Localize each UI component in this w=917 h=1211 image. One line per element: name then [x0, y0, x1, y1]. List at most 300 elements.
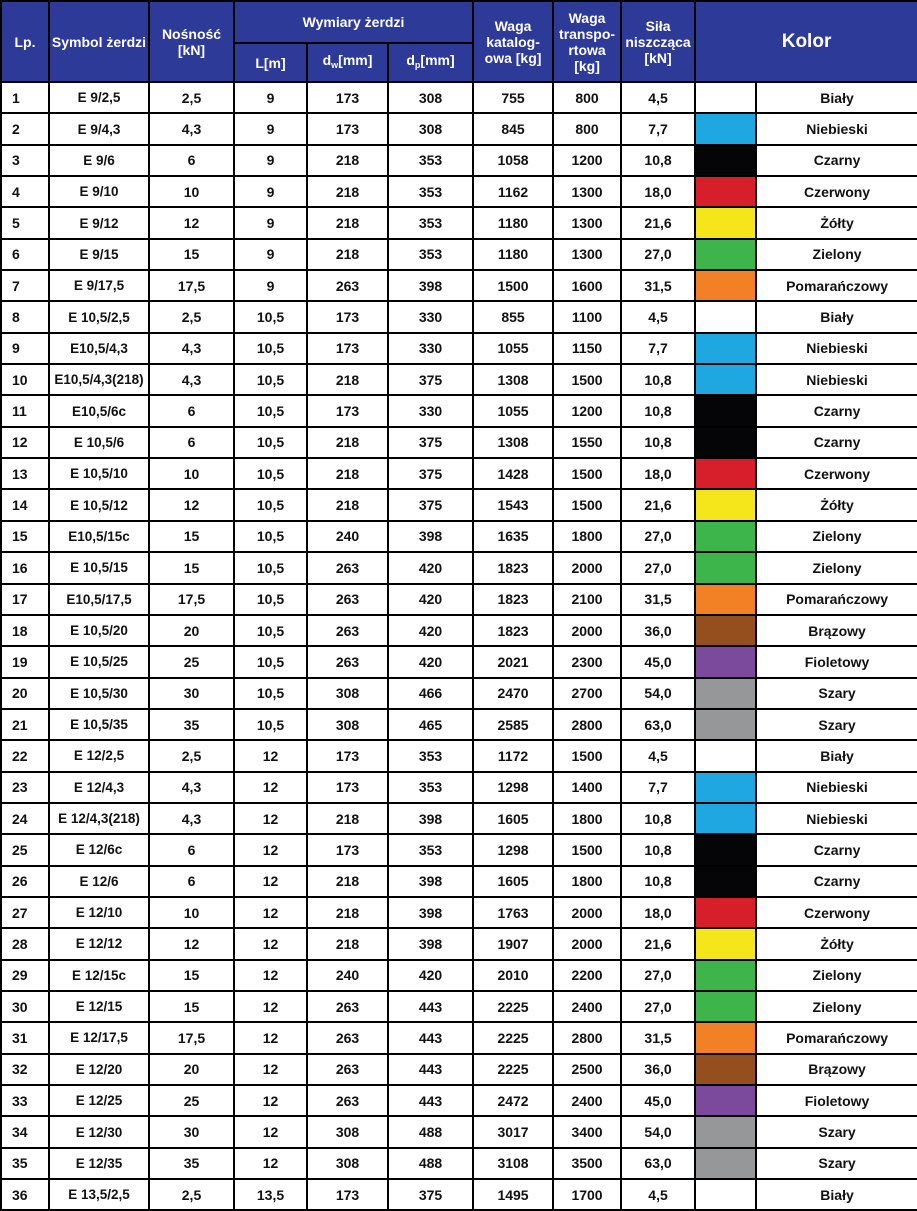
cell-kolor: Żółty	[756, 928, 917, 959]
cell-l: 12	[234, 897, 307, 928]
cell-nosnosc: 10	[149, 176, 234, 207]
cell-waga-katalogowa: 1495	[473, 1179, 553, 1210]
cell-kolor: Pomarańczowy	[756, 1022, 917, 1053]
color-swatch	[695, 82, 756, 113]
cell-nosnosc: 17,5	[149, 270, 234, 301]
cell-kolor: Niebieski	[756, 333, 917, 364]
cell-lp: 34	[1, 1116, 49, 1147]
cell-dw: 218	[307, 489, 388, 520]
table-row	[1, 1054, 917, 1085]
table-row	[1, 928, 917, 959]
cell-symbol: E 10,5/12	[49, 489, 149, 520]
cell-sila-niszczaca: 18,0	[621, 176, 695, 207]
table-row	[1, 145, 917, 176]
cell-waga-katalogowa: 1298	[473, 834, 553, 865]
cell-sila-niszczaca: 27,0	[621, 960, 695, 991]
color-swatch	[695, 615, 756, 646]
cell-sila-niszczaca: 63,0	[621, 709, 695, 740]
header-sila-niszczaca: Siła niszcząca [kN]	[621, 1, 695, 82]
cell-waga-transportowa: 2700	[553, 678, 621, 709]
table-row	[1, 521, 917, 552]
cell-nosnosc: 15	[149, 991, 234, 1022]
cell-lp: 32	[1, 1054, 49, 1085]
cell-waga-transportowa: 2800	[553, 1022, 621, 1053]
cell-waga-transportowa: 1500	[553, 834, 621, 865]
cell-kolor: Szary	[756, 1148, 917, 1179]
header-symbol: Symbol żerdzi	[49, 1, 149, 82]
cell-dp: 375	[388, 364, 473, 395]
cell-symbol: E 10,5/20	[49, 615, 149, 646]
cell-dp: 488	[388, 1116, 473, 1147]
cell-l: 12	[234, 740, 307, 771]
cell-sila-niszczaca: 36,0	[621, 1054, 695, 1085]
color-swatch	[695, 584, 756, 615]
cell-sila-niszczaca: 4,5	[621, 1179, 695, 1210]
cell-lp: 16	[1, 552, 49, 583]
cell-dp: 443	[388, 1054, 473, 1085]
cell-lp: 21	[1, 709, 49, 740]
cell-sila-niszczaca: 54,0	[621, 678, 695, 709]
cell-lp: 19	[1, 646, 49, 677]
cell-dw: 263	[307, 615, 388, 646]
cell-l: 10,5	[234, 584, 307, 615]
cell-dp: 375	[388, 458, 473, 489]
cell-symbol: E 10,5/10	[49, 458, 149, 489]
cell-waga-katalogowa: 1308	[473, 427, 553, 458]
color-swatch	[695, 458, 756, 489]
cell-l: 9	[234, 270, 307, 301]
cell-symbol: E10,5/4,3	[49, 333, 149, 364]
cell-dw: 240	[307, 960, 388, 991]
cell-dw: 218	[307, 897, 388, 928]
cell-nosnosc: 12	[149, 928, 234, 959]
table-row	[1, 301, 917, 332]
cell-lp: 28	[1, 928, 49, 959]
cell-waga-katalogowa: 1543	[473, 489, 553, 520]
cell-nosnosc: 20	[149, 615, 234, 646]
cell-lp: 2	[1, 113, 49, 144]
table-row	[1, 897, 917, 928]
cell-waga-katalogowa: 1823	[473, 615, 553, 646]
color-swatch	[695, 866, 756, 897]
table-row	[1, 458, 917, 489]
cell-dw: 218	[307, 176, 388, 207]
cell-dp: 488	[388, 1148, 473, 1179]
cell-waga-transportowa: 2400	[553, 991, 621, 1022]
cell-symbol: E 12/6c	[49, 834, 149, 865]
table-row	[1, 364, 917, 395]
cell-waga-katalogowa: 1605	[473, 803, 553, 834]
table-row	[1, 866, 917, 897]
cell-kolor: Czerwony	[756, 458, 917, 489]
color-swatch	[695, 521, 756, 552]
cell-waga-katalogowa: 1763	[473, 897, 553, 928]
cell-kolor: Niebieski	[756, 772, 917, 803]
cell-nosnosc: 35	[149, 709, 234, 740]
cell-nosnosc: 4,3	[149, 772, 234, 803]
cell-waga-katalogowa: 1058	[473, 145, 553, 176]
table-row	[1, 1179, 917, 1210]
cell-nosnosc: 10	[149, 458, 234, 489]
cell-dw: 263	[307, 1085, 388, 1116]
cell-lp: 4	[1, 176, 49, 207]
cell-sila-niszczaca: 27,0	[621, 239, 695, 270]
cell-symbol: E 10,5/30	[49, 678, 149, 709]
cell-nosnosc: 4,3	[149, 333, 234, 364]
cell-waga-transportowa: 1300	[553, 176, 621, 207]
cell-dp: 420	[388, 615, 473, 646]
cell-l: 10,5	[234, 489, 307, 520]
cell-symbol: E 10,5/35	[49, 709, 149, 740]
cell-symbol: E 9/12	[49, 207, 149, 238]
cell-sila-niszczaca: 31,5	[621, 584, 695, 615]
color-swatch	[695, 740, 756, 771]
cell-nosnosc: 35	[149, 1148, 234, 1179]
cell-waga-transportowa: 1700	[553, 1179, 621, 1210]
cell-kolor: Żółty	[756, 489, 917, 520]
cell-kolor: Niebieski	[756, 803, 917, 834]
cell-dw: 173	[307, 772, 388, 803]
cell-nosnosc: 20	[149, 1054, 234, 1085]
cell-l: 9	[234, 207, 307, 238]
cell-dw: 263	[307, 1054, 388, 1085]
cell-sila-niszczaca: 10,8	[621, 834, 695, 865]
cell-kolor: Biały	[756, 1179, 917, 1210]
cell-nosnosc: 30	[149, 1116, 234, 1147]
cell-dp: 398	[388, 928, 473, 959]
cell-dw: 308	[307, 1116, 388, 1147]
cell-sila-niszczaca: 31,5	[621, 270, 695, 301]
cell-waga-katalogowa: 1055	[473, 333, 553, 364]
cell-l: 9	[234, 82, 307, 113]
cell-waga-katalogowa: 1308	[473, 364, 553, 395]
color-swatch	[695, 489, 756, 520]
cell-waga-transportowa: 1200	[553, 145, 621, 176]
color-swatch	[695, 646, 756, 677]
cell-waga-katalogowa: 2021	[473, 646, 553, 677]
table-row	[1, 552, 917, 583]
cell-symbol: E 12/15c	[49, 960, 149, 991]
color-swatch	[695, 301, 756, 332]
cell-waga-transportowa: 2000	[553, 552, 621, 583]
cell-kolor: Pomarańczowy	[756, 270, 917, 301]
cell-l: 10,5	[234, 333, 307, 364]
cell-l: 10,5	[234, 458, 307, 489]
cell-waga-transportowa: 1550	[553, 427, 621, 458]
cell-kolor: Szary	[756, 678, 917, 709]
cell-lp: 26	[1, 866, 49, 897]
cell-symbol: E 12/4,3	[49, 772, 149, 803]
cell-waga-transportowa: 3500	[553, 1148, 621, 1179]
cell-l: 10,5	[234, 678, 307, 709]
cell-l: 12	[234, 1116, 307, 1147]
cell-waga-katalogowa: 2472	[473, 1085, 553, 1116]
color-swatch	[695, 834, 756, 865]
cell-kolor: Czarny	[756, 395, 917, 426]
cell-nosnosc: 4,3	[149, 364, 234, 395]
table-row	[1, 113, 917, 144]
table-row	[1, 678, 917, 709]
cell-lp: 27	[1, 897, 49, 928]
cell-symbol: E 12/2,5	[49, 740, 149, 771]
cell-lp: 10	[1, 364, 49, 395]
cell-dp: 353	[388, 772, 473, 803]
cell-symbol: E10,5/4,3(218)	[49, 364, 149, 395]
cell-waga-katalogowa: 1907	[473, 928, 553, 959]
table-row	[1, 646, 917, 677]
cell-lp: 1	[1, 82, 49, 113]
cell-symbol: E 12/12	[49, 928, 149, 959]
cell-waga-katalogowa: 755	[473, 82, 553, 113]
cell-symbol: E10,5/15c	[49, 521, 149, 552]
cell-waga-transportowa: 1100	[553, 301, 621, 332]
cell-nosnosc: 25	[149, 1085, 234, 1116]
cell-waga-katalogowa: 1180	[473, 207, 553, 238]
cell-symbol: E 12/15	[49, 991, 149, 1022]
cell-dp: 330	[388, 301, 473, 332]
cell-dp: 308	[388, 113, 473, 144]
cell-waga-katalogowa: 3017	[473, 1116, 553, 1147]
cell-sila-niszczaca: 27,0	[621, 521, 695, 552]
cell-kolor: Zielony	[756, 521, 917, 552]
header-dw	[307, 43, 388, 82]
cell-waga-transportowa: 1400	[553, 772, 621, 803]
header-l: L[m]	[234, 43, 307, 82]
cell-sila-niszczaca: 10,8	[621, 866, 695, 897]
cell-lp: 11	[1, 395, 49, 426]
cell-dw: 218	[307, 427, 388, 458]
cell-kolor: Biały	[756, 301, 917, 332]
cell-nosnosc: 2,5	[149, 301, 234, 332]
color-swatch	[695, 1085, 756, 1116]
cell-kolor: Biały	[756, 740, 917, 771]
cell-sila-niszczaca: 21,6	[621, 489, 695, 520]
cell-waga-transportowa: 1300	[553, 239, 621, 270]
color-swatch	[695, 333, 756, 364]
cell-lp: 18	[1, 615, 49, 646]
cell-l: 10,5	[234, 552, 307, 583]
cell-symbol: E10,5/17,5	[49, 584, 149, 615]
cell-waga-transportowa: 1500	[553, 740, 621, 771]
table-row	[1, 1116, 917, 1147]
table-row	[1, 427, 917, 458]
color-swatch	[695, 395, 756, 426]
cell-dp: 353	[388, 176, 473, 207]
cell-symbol: E 9/6	[49, 145, 149, 176]
cell-dw: 218	[307, 928, 388, 959]
cell-l: 12	[234, 991, 307, 1022]
cell-symbol: E 9/2,5	[49, 82, 149, 113]
cell-nosnosc: 6	[149, 834, 234, 865]
header-dp-unit: [mm]	[420, 52, 455, 68]
cell-kolor: Zielony	[756, 239, 917, 270]
color-swatch	[695, 427, 756, 458]
cell-l: 9	[234, 239, 307, 270]
cell-sila-niszczaca: 31,5	[621, 1022, 695, 1053]
cell-kolor: Zielony	[756, 960, 917, 991]
cell-lp: 35	[1, 1148, 49, 1179]
cell-dw: 218	[307, 803, 388, 834]
cell-sila-niszczaca: 45,0	[621, 1085, 695, 1116]
cell-dp: 398	[388, 803, 473, 834]
cell-waga-transportowa: 2100	[553, 584, 621, 615]
color-swatch	[695, 928, 756, 959]
cell-l: 10,5	[234, 427, 307, 458]
cell-kolor: Szary	[756, 709, 917, 740]
cell-nosnosc: 6	[149, 427, 234, 458]
color-swatch	[695, 960, 756, 991]
color-swatch	[695, 364, 756, 395]
cell-nosnosc: 30	[149, 678, 234, 709]
header-dw-sub: w	[331, 60, 339, 70]
cell-dw: 240	[307, 521, 388, 552]
cell-dw: 263	[307, 646, 388, 677]
color-swatch	[695, 1148, 756, 1179]
cell-lp: 9	[1, 333, 49, 364]
cell-lp: 17	[1, 584, 49, 615]
cell-symbol: E 12/10	[49, 897, 149, 928]
cell-symbol: E 9/4,3	[49, 113, 149, 144]
cell-sila-niszczaca: 10,8	[621, 427, 695, 458]
cell-sila-niszczaca: 54,0	[621, 1116, 695, 1147]
cell-nosnosc: 12	[149, 207, 234, 238]
cell-waga-transportowa: 1800	[553, 803, 621, 834]
cell-nosnosc: 2,5	[149, 740, 234, 771]
table-row	[1, 615, 917, 646]
cell-nosnosc: 15	[149, 239, 234, 270]
cell-nosnosc: 15	[149, 552, 234, 583]
cell-waga-katalogowa: 1605	[473, 866, 553, 897]
cell-lp: 29	[1, 960, 49, 991]
header-dp	[388, 43, 473, 82]
cell-l: 9	[234, 113, 307, 144]
cell-kolor: Fioletowy	[756, 646, 917, 677]
cell-dw: 308	[307, 1148, 388, 1179]
cell-waga-transportowa: 3400	[553, 1116, 621, 1147]
cell-kolor: Brązowy	[756, 615, 917, 646]
cell-symbol: E 12/30	[49, 1116, 149, 1147]
cell-kolor: Czerwony	[756, 176, 917, 207]
cell-symbol: E 10,5/2,5	[49, 301, 149, 332]
cell-waga-katalogowa: 1162	[473, 176, 553, 207]
cell-kolor: Zielony	[756, 991, 917, 1022]
cell-waga-transportowa: 1200	[553, 395, 621, 426]
cell-symbol: E 12/20	[49, 1054, 149, 1085]
cell-l: 12	[234, 1148, 307, 1179]
header-dp-base: d	[406, 52, 415, 68]
cell-dp: 465	[388, 709, 473, 740]
cell-waga-transportowa: 2400	[553, 1085, 621, 1116]
cell-sila-niszczaca: 27,0	[621, 991, 695, 1022]
cell-sila-niszczaca: 10,8	[621, 395, 695, 426]
header-dw-unit: [mm]	[338, 52, 373, 68]
cell-l: 12	[234, 803, 307, 834]
cell-lp: 5	[1, 207, 49, 238]
cell-dp: 398	[388, 897, 473, 928]
table-row	[1, 740, 917, 771]
cell-dp: 330	[388, 333, 473, 364]
cell-symbol: E 12/35	[49, 1148, 149, 1179]
cell-sila-niszczaca: 36,0	[621, 615, 695, 646]
cell-lp: 25	[1, 834, 49, 865]
cell-sila-niszczaca: 45,0	[621, 646, 695, 677]
cell-nosnosc: 12	[149, 489, 234, 520]
cell-l: 12	[234, 772, 307, 803]
cell-kolor: Czarny	[756, 145, 917, 176]
cell-lp: 8	[1, 301, 49, 332]
color-swatch	[695, 1054, 756, 1085]
cell-dp: 443	[388, 1085, 473, 1116]
cell-lp: 24	[1, 803, 49, 834]
cell-dp: 353	[388, 740, 473, 771]
cell-nosnosc: 15	[149, 960, 234, 991]
cell-waga-transportowa: 1600	[553, 270, 621, 301]
table-row	[1, 1148, 917, 1179]
cell-nosnosc: 25	[149, 646, 234, 677]
cell-waga-katalogowa: 2585	[473, 709, 553, 740]
cell-dp: 398	[388, 866, 473, 897]
cell-waga-transportowa: 2500	[553, 1054, 621, 1085]
cell-dp: 353	[388, 834, 473, 865]
cell-waga-katalogowa: 2225	[473, 1022, 553, 1053]
cell-l: 10,5	[234, 364, 307, 395]
cell-kolor: Zielony	[756, 552, 917, 583]
table-header	[1, 1, 917, 82]
table-row	[1, 333, 917, 364]
table-row	[1, 176, 917, 207]
cell-l: 12	[234, 1085, 307, 1116]
cell-kolor: Czarny	[756, 427, 917, 458]
color-swatch	[695, 113, 756, 144]
cell-l: 12	[234, 1054, 307, 1085]
cell-lp: 12	[1, 427, 49, 458]
cell-waga-katalogowa: 2470	[473, 678, 553, 709]
color-swatch	[695, 239, 756, 270]
cell-dp: 398	[388, 270, 473, 301]
cell-symbol: E 10,5/15	[49, 552, 149, 583]
cell-dp: 420	[388, 552, 473, 583]
cell-l: 9	[234, 145, 307, 176]
cell-kolor: Żółty	[756, 207, 917, 238]
cell-waga-transportowa: 2300	[553, 646, 621, 677]
cell-dw: 173	[307, 395, 388, 426]
cell-symbol: E 12/25	[49, 1085, 149, 1116]
color-swatch	[695, 145, 756, 176]
cell-symbol: E 10,5/25	[49, 646, 149, 677]
color-swatch	[695, 207, 756, 238]
cell-nosnosc: 2,5	[149, 1179, 234, 1210]
cell-waga-transportowa: 800	[553, 113, 621, 144]
cell-waga-katalogowa: 855	[473, 301, 553, 332]
cell-nosnosc: 4,3	[149, 803, 234, 834]
cell-waga-transportowa: 2200	[553, 960, 621, 991]
table-body	[1, 82, 917, 1210]
cell-nosnosc: 17,5	[149, 1022, 234, 1053]
cell-symbol: E10,5/6c	[49, 395, 149, 426]
cell-waga-transportowa: 1500	[553, 364, 621, 395]
cell-dw: 263	[307, 552, 388, 583]
cell-dw: 263	[307, 991, 388, 1022]
cell-l: 12	[234, 928, 307, 959]
cell-symbol: E 12/17,5	[49, 1022, 149, 1053]
cell-dw: 218	[307, 145, 388, 176]
cell-waga-katalogowa: 2225	[473, 991, 553, 1022]
cell-kolor: Niebieski	[756, 113, 917, 144]
table-row	[1, 207, 917, 238]
cell-dw: 173	[307, 113, 388, 144]
cell-dp: 443	[388, 991, 473, 1022]
cell-waga-transportowa: 2000	[553, 615, 621, 646]
